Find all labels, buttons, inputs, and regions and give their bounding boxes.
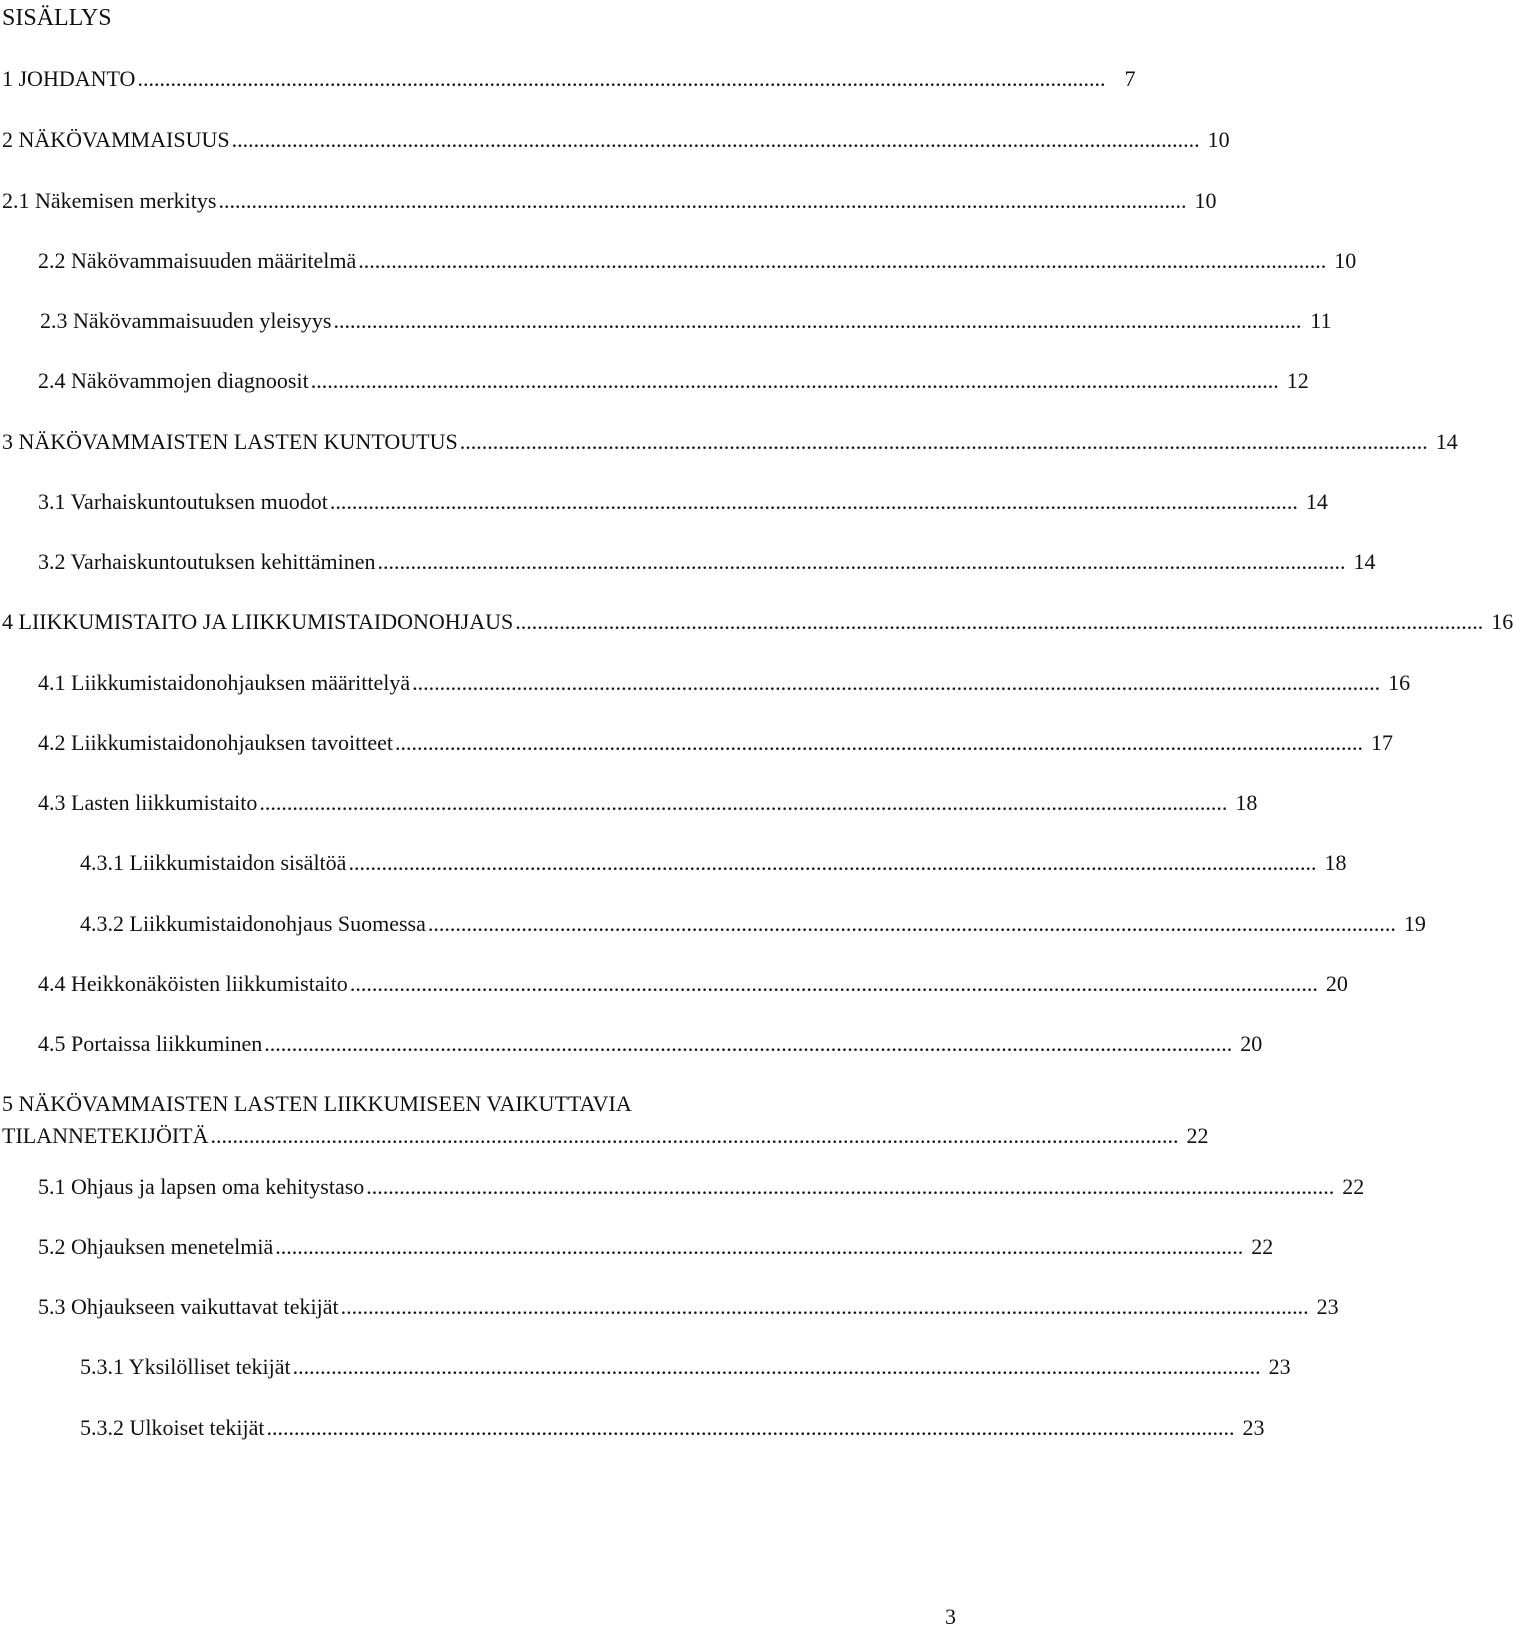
toc-entry-label: 4 LIIKKUMISTAITO JA LIIKKUMISTAIDONOHJAUS [2, 609, 514, 634]
dot-leader: ................................................................................................................................................................................ [358, 248, 1327, 273]
toc-entry-label: TILANNETEKIJÖITÄ [2, 1123, 209, 1148]
dot-leader: ................................................................................................................................................................................ [210, 1123, 1179, 1148]
toc-entry-page: 22 [1186, 1123, 1209, 1148]
toc-entry-page: 18 [1324, 850, 1347, 875]
toc-entry-page: 10 [1207, 127, 1230, 152]
dot-leader: ................................................................................................................................................................................ [395, 730, 1363, 755]
toc-entry-label-line1: 5 NÄKÖVAMMAISTEN LASTEN LIIKKUMISEEN VAIKUTTAVIA [2, 1091, 632, 1116]
toc-entry-page: 17 [1371, 730, 1393, 755]
dot-leader: ................................................................................................................................................................................ [459, 429, 1428, 454]
toc-entry-page: 11 [1310, 308, 1332, 333]
toc-entry-label: 4.1 Liikkumistaidonohjauksen määrittelyä [38, 670, 411, 695]
toc-entry-label: 5.2 Ohjauksen menetelmiä [38, 1234, 274, 1259]
toc-entry-page: 14 [1435, 429, 1458, 454]
dot-leader: ................................................................................................................................................................................ [412, 670, 1381, 695]
toc-entry-suomessa[interactable] [2, 909, 1426, 939]
toc-entry-label: 2.4 Näkövammojen diagnoosit [38, 368, 309, 393]
dot-leader: ................................................................................................................................................................................ [266, 1415, 1235, 1440]
toc-entry-page: 7 [1124, 66, 1136, 91]
toc-entry-yksilolliset[interactable] [2, 1352, 1291, 1382]
toc-entry-page: 14 [1305, 489, 1328, 514]
toc-entry-kuntoutus[interactable] [2, 427, 1458, 457]
toc-entry-label: 2.2 Näkövammaisuuden määritelmä [38, 248, 357, 273]
dot-leader: ................................................................................................................................................................................ [349, 971, 1318, 996]
toc-entry-maaritelma[interactable] [2, 246, 1357, 276]
toc-entry-page: 23 [1316, 1294, 1339, 1319]
dot-leader: ................................................................................................................................................................................ [366, 1174, 1335, 1199]
toc-entry-page: 10 [1334, 248, 1357, 273]
dot-leader: ................................................................................................................................................................................ [333, 308, 1302, 333]
toc-entry-page: 23 [1268, 1354, 1291, 1379]
toc-entry-liikkumistaito[interactable] [2, 607, 1513, 637]
toc-entry-label: 1 JOHDANTO [2, 66, 136, 91]
dot-leader: ................................................................................................................................................................................ [515, 609, 1484, 634]
toc-entry-menetelmia[interactable] [2, 1232, 1274, 1262]
dot-leader: ................................................................................................................................................................................ [377, 549, 1346, 574]
toc-entry-label: 4.2 Liikkumistaidonohjauksen tavoitteet [38, 730, 393, 755]
toc-entry-varhaiskuntoutus-kehittaminen[interactable] [2, 547, 1376, 577]
toc-entry-sisaltoa[interactable] [2, 848, 1347, 878]
toc-entry-nakovammaisuus[interactable] [2, 125, 1230, 155]
toc-entry-page: 14 [1353, 549, 1376, 574]
toc-entry-page: 18 [1235, 790, 1258, 815]
toc-entry-label: 2.1 Näkemisen merkitys [2, 188, 217, 213]
toc-entry-tavoitteet[interactable] [2, 728, 1393, 758]
dot-leader: ................................................................................................................................................................................ [231, 127, 1200, 152]
toc-entry-nakemisen-merkitys[interactable] [2, 186, 1217, 216]
toc-entry-ulkoiset[interactable] [2, 1413, 1265, 1443]
dot-leader: ................................................................................................................................................................................ [310, 368, 1279, 393]
toc-entry-label: 5.3.2 Ulkoiset tekijät [80, 1415, 265, 1440]
dot-leader: ................................................................................................................................................................................ [137, 66, 1106, 91]
toc-entry-label: 4.3.1 Liikkumistaidon sisältöä [80, 850, 347, 875]
toc-entry-portaissa[interactable] [2, 1029, 1263, 1059]
toc-entry-label: 5.3 Ohjaukseen vaikuttavat tekijät [38, 1294, 339, 1319]
dot-leader: ................................................................................................................................................................................ [259, 790, 1228, 815]
toc-entry-ohjaus-kehitystaso[interactable] [2, 1172, 1365, 1202]
dot-leader: ................................................................................................................................................................................ [340, 1294, 1309, 1319]
toc-entry-label: 3.2 Varhaiskuntoutuksen kehittäminen [38, 549, 376, 574]
toc-heading: SISÄLLYS [2, 5, 112, 31]
toc-entry-page: 12 [1286, 368, 1309, 393]
toc-entry-tilannetekijoita[interactable] [2, 1089, 1209, 1151]
page-number: 3 [945, 1604, 956, 1629]
toc-entry-page: 22 [1251, 1234, 1274, 1259]
toc-entry-page: 22 [1342, 1174, 1365, 1199]
toc-entry-lasten-liikkumistaito[interactable] [2, 788, 1258, 818]
toc-entry-label: 3 NÄKÖVAMMAISTEN LASTEN KUNTOUTUS [2, 429, 458, 454]
toc-entry-page: 20 [1240, 1031, 1263, 1056]
toc-entry-page: 23 [1242, 1415, 1265, 1440]
toc-entry-label: 2 NÄKÖVAMMAISUUS [2, 127, 230, 152]
toc-entry-label: 5.1 Ohjaus ja lapsen oma kehitystaso [38, 1174, 365, 1199]
toc-entry-label: 4.4 Heikkonäköisten liikkumistaito [38, 971, 348, 996]
toc-entry-yleisyys[interactable] [2, 306, 1332, 336]
toc-entry-label: 3.1 Varhaiskuntoutuksen muodot [38, 489, 328, 514]
toc-entry-label: 4.3 Lasten liikkumistaito [38, 790, 258, 815]
toc-entry-label: 2.3 Näkövammaisuuden yleisyys [40, 308, 332, 333]
toc-entry-label: 4.5 Portaissa liikkuminen [38, 1031, 263, 1056]
dot-leader: ................................................................................................................................................................................ [427, 911, 1396, 936]
toc-entry-label: 5.3.1 Yksilölliset tekijät [80, 1354, 291, 1379]
toc-entry-page: 10 [1194, 188, 1217, 213]
toc-entry-page: 20 [1325, 971, 1348, 996]
toc-entry-johdanto[interactable] [2, 64, 1136, 94]
toc-entry-heikkonakoisten[interactable] [2, 969, 1348, 999]
toc-entry-page: 16 [1388, 670, 1411, 695]
toc-entry-label: 4.3.2 Liikkumistaidonohjaus Suomessa [80, 911, 426, 936]
dot-leader: ................................................................................................................................................................................ [218, 188, 1187, 213]
dot-leader: ................................................................................................................................................................................ [275, 1234, 1244, 1259]
dot-leader: ................................................................................................................................................................................ [264, 1031, 1233, 1056]
toc-entry-page: 16 [1491, 609, 1513, 634]
dot-leader: ................................................................................................................................................................................ [329, 489, 1298, 514]
toc-entry-varhaiskuntoutus-muodot[interactable] [2, 487, 1328, 517]
toc-entry-diagnoosit[interactable] [2, 366, 1309, 396]
toc-entry-vaikuttavat-tekijat[interactable] [2, 1292, 1339, 1322]
dot-leader: ................................................................................................................................................................................ [292, 1354, 1261, 1379]
toc-entry-maarittelya[interactable] [2, 668, 1411, 698]
toc-entry-page: 19 [1403, 911, 1426, 936]
dot-leader: ................................................................................................................................................................................ [348, 850, 1317, 875]
